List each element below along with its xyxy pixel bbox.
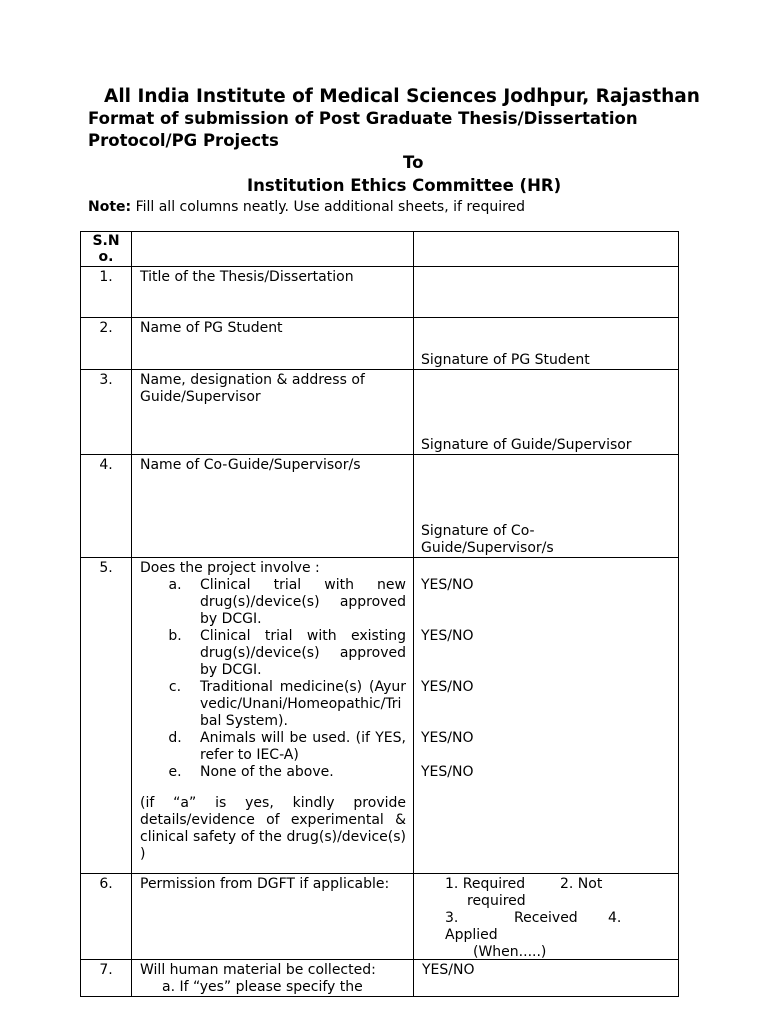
guide-label: Name, designation & address of Guide/Supervisor — [132, 370, 414, 455]
answer-d[interactable]: YES/NO — [421, 730, 474, 746]
project-involvement-cell — [132, 558, 414, 874]
row-number: 1. — [81, 267, 132, 318]
note — [88, 199, 525, 215]
list-item — [150, 577, 406, 628]
co-guide-signature-field[interactable] — [414, 455, 679, 558]
human-material-cell — [132, 960, 414, 997]
option-not-required-2: required — [467, 893, 526, 909]
table-row — [81, 318, 679, 370]
table-row — [81, 267, 679, 318]
item-text: Clinical trial with new drug(s)/device(s) approved by DCGI. — [200, 577, 406, 627]
table-header-row — [81, 232, 679, 267]
project-involvement-answers — [414, 558, 679, 874]
human-material-sub: a. If “yes” please specify the — [162, 979, 363, 995]
row-number: 7. — [81, 960, 132, 997]
pg-student-signature-label: Signature of PG Student — [421, 352, 590, 368]
row-number: 3. — [81, 370, 132, 455]
answer-e[interactable]: YES/NO — [421, 764, 474, 780]
option-4-number: 4. — [608, 910, 622, 926]
answer-b[interactable]: YES/NO — [421, 628, 474, 644]
table-row — [81, 370, 679, 455]
project-involvement-label: Does the project involve : — [140, 560, 320, 576]
item-letter: c. — [168, 679, 182, 695]
footnote: (if “a” is yes, kindly provide details/evidence of experimental & clinical safety of the drug(s)/device(s) ) — [140, 795, 406, 862]
applied-when[interactable]: (When.....) — [473, 944, 547, 960]
submission-form-table — [80, 231, 679, 997]
format-title-line1: Format of submission of Post Graduate Thesis/Dissertation — [88, 109, 638, 128]
pg-student-signature-field[interactable] — [414, 318, 679, 370]
table-row — [81, 874, 679, 960]
item-letter: d. — [168, 730, 182, 746]
dgft-permission-label: Permission from DGFT if applicable: — [132, 874, 414, 960]
co-guide-signature-label: Signature of Co-Guide/Supervisor/s — [421, 523, 554, 556]
co-guide-label: Name of Co-Guide/Supervisor/s — [132, 455, 414, 558]
thesis-title-label: Title of the Thesis/Dissertation — [132, 267, 414, 318]
human-material-label: Will human material be collected: — [140, 962, 376, 978]
header-empty-cell — [132, 232, 414, 267]
option-3-number: 3. — [445, 910, 459, 926]
item-text: Clinical trial with existing drug(s)/device(s) approved by DCGI. — [200, 628, 406, 678]
table-row — [81, 455, 679, 558]
item-letter: a. — [168, 577, 182, 593]
answer-a[interactable]: YES/NO — [421, 577, 474, 593]
committee-name: Institution Ethics Committee (HR) — [247, 176, 562, 195]
institute-title: All India Institute of Medical Sciences Jodhpur, Rajasthan — [104, 86, 700, 107]
item-text: Animals will be used. (if YES, refer to IEC-A) — [200, 730, 406, 763]
table-row — [81, 960, 679, 997]
answer-c[interactable]: YES/NO — [421, 679, 474, 695]
sno-header: S.N o. — [81, 232, 132, 267]
human-material-answer[interactable]: YES/NO — [414, 960, 679, 997]
list-item — [150, 764, 406, 781]
row-number: 5. — [81, 558, 132, 874]
header-empty-cell — [414, 232, 679, 267]
to-label: To — [403, 153, 424, 172]
option-applied[interactable]: Applied — [445, 927, 498, 943]
row-number: 6. — [81, 874, 132, 960]
list-item — [150, 628, 406, 679]
thesis-title-field[interactable] — [414, 267, 679, 318]
option-received[interactable]: Received — [514, 910, 578, 926]
table-row — [81, 558, 679, 874]
item-letter: b. — [168, 628, 182, 644]
dgft-permission-options — [414, 874, 679, 960]
list-item — [150, 730, 406, 764]
row-number: 4. — [81, 455, 132, 558]
item-text: Traditional medicine(s) (Ayurvedic/Unani/Homeopathic/Tribal System). — [200, 679, 406, 729]
format-title-line2: Protocol/PG Projects — [88, 131, 279, 150]
item-letter: e. — [168, 764, 182, 780]
note-label: Note: — [88, 199, 132, 215]
item-text: None of the above. — [200, 764, 334, 780]
list-item — [150, 679, 406, 730]
option-not-required-1[interactable]: 2. Not — [560, 876, 603, 892]
note-text: Fill all columns neatly. Use additional sheets, if required — [131, 199, 526, 215]
row-number: 2. — [81, 318, 132, 370]
guide-signature-field[interactable] — [414, 370, 679, 455]
option-required[interactable]: 1. Required — [445, 876, 526, 892]
guide-signature-label: Signature of Guide/Supervisor — [421, 437, 632, 453]
pg-student-label: Name of PG Student — [132, 318, 414, 370]
